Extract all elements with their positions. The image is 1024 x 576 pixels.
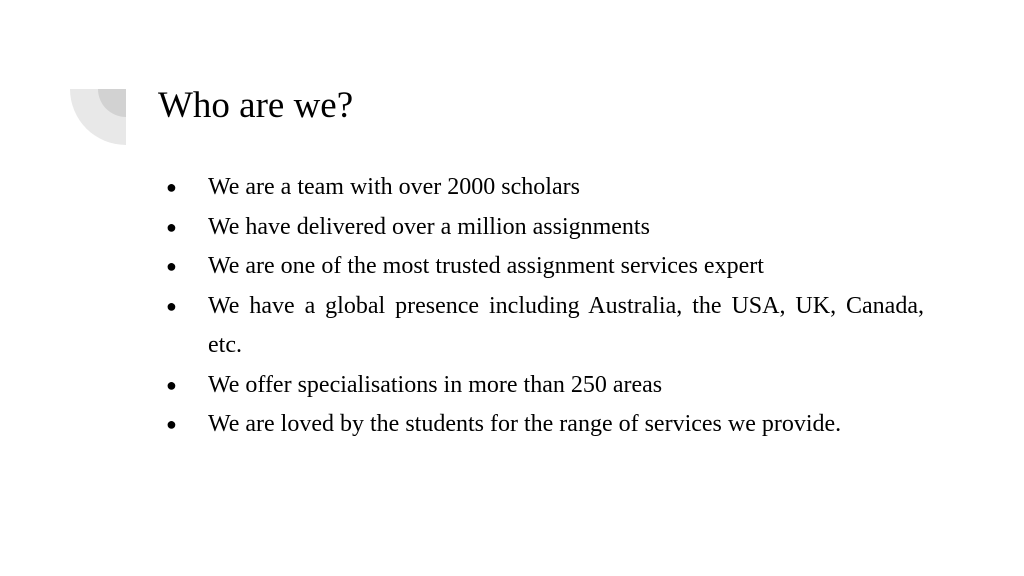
bullet-text: We have a global presence including Australia, the USA, UK, Canada, etc. bbox=[208, 292, 924, 358]
decorative-quarter-circle-shape bbox=[70, 89, 126, 145]
bullet-text: We have delivered over a million assignments bbox=[208, 213, 650, 240]
bullet-dot-icon: ● bbox=[166, 177, 177, 197]
bullet-item bbox=[166, 405, 924, 445]
bullet-item bbox=[166, 208, 924, 248]
bullet-dot-icon: ● bbox=[166, 374, 177, 395]
bullet-item bbox=[166, 287, 924, 366]
bullet-dot-icon: ● bbox=[166, 256, 177, 276]
bullet-text: We are one of the most trusted assignment services expert bbox=[208, 253, 764, 279]
bullet-dot-icon: ● bbox=[166, 216, 177, 237]
bullet-item bbox=[166, 247, 924, 287]
bullet-dot-icon: ● bbox=[166, 295, 177, 316]
slide-title: Who are we? bbox=[158, 85, 354, 126]
bullet-dot-icon: ● bbox=[166, 414, 177, 434]
bullet-item bbox=[166, 366, 924, 406]
bullet-item bbox=[166, 168, 924, 208]
bullet-text: We offer specialisations in more than 250 areas bbox=[208, 371, 663, 398]
bullet-text: We are loved by the students for the range of services we provide. bbox=[208, 411, 842, 437]
bullet-text: We are a team with over 2000 scholars bbox=[208, 174, 580, 200]
bullet-list bbox=[166, 168, 924, 445]
